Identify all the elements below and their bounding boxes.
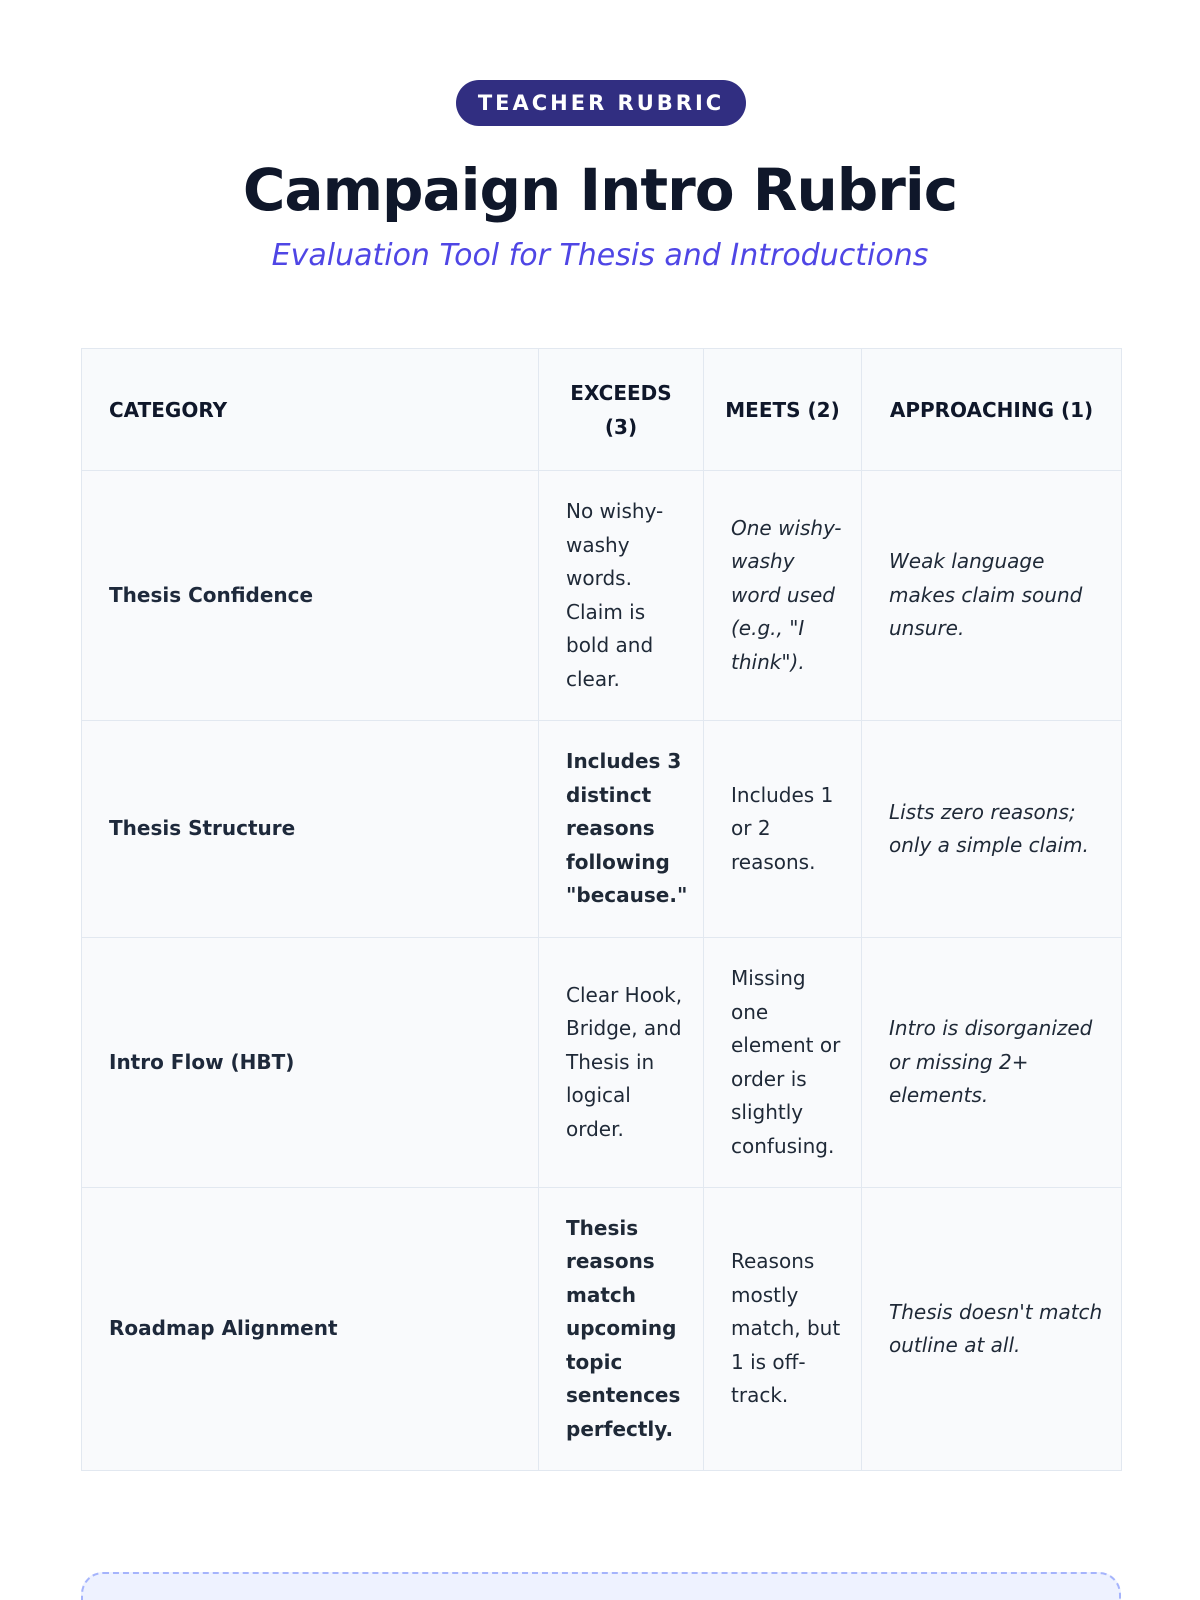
column-header-meets: MEETS (2) [704,349,862,471]
notes-box [81,1572,1121,1600]
approaching-cell: Thesis doesn't match outline at all. [862,1188,1122,1471]
table-header-row [82,349,1122,471]
column-header-approaching: APPROACHING (1) [862,349,1122,471]
category-cell: Roadmap Alignment [82,1188,539,1471]
exceeds-cell: Thesis reasons match upcoming topic sentences perfectly. [539,1188,704,1471]
exceeds-cell: Clear Hook, Bridge, and Thesis in logical order. [539,938,704,1188]
table-row [82,1188,1122,1471]
column-header-exceeds: EXCEEDS (3) [539,349,704,471]
approaching-cell: Intro is disorganized or missing 2+ elements. [862,938,1122,1188]
category-cell: Intro Flow (HBT) [82,938,539,1188]
meets-cell: Missing one element or order is slightly confusing. [704,938,862,1188]
approaching-cell: Weak language makes claim sound unsure. [862,471,1122,721]
rubric-table [81,348,1122,1471]
column-header-category: CATEGORY [82,349,539,471]
teacher-rubric-badge: TEACHER RUBRIC [456,80,746,126]
table-row [82,938,1122,1188]
table-row [82,721,1122,938]
page-subtitle: Evaluation Tool for Thesis and Introductions [271,238,929,273]
meets-cell: Includes 1 or 2 reasons. [704,721,862,938]
exceeds-cell: Includes 3 distinct reasons following "because." [539,721,704,938]
page-title: Campaign Intro Rubric [242,156,958,224]
category-cell: Thesis Confidence [82,471,539,721]
approaching-cell: Lists zero reasons; only a simple claim. [862,721,1122,938]
meets-cell: Reasons mostly match, but 1 is off-track. [704,1188,862,1471]
exceeds-cell: No wishy-washy words. Claim is bold and clear. [539,471,704,721]
table-row [82,471,1122,721]
category-cell: Thesis Structure [82,721,539,938]
meets-cell: One wishy-washy word used (e.g., "I think"). [704,471,862,721]
